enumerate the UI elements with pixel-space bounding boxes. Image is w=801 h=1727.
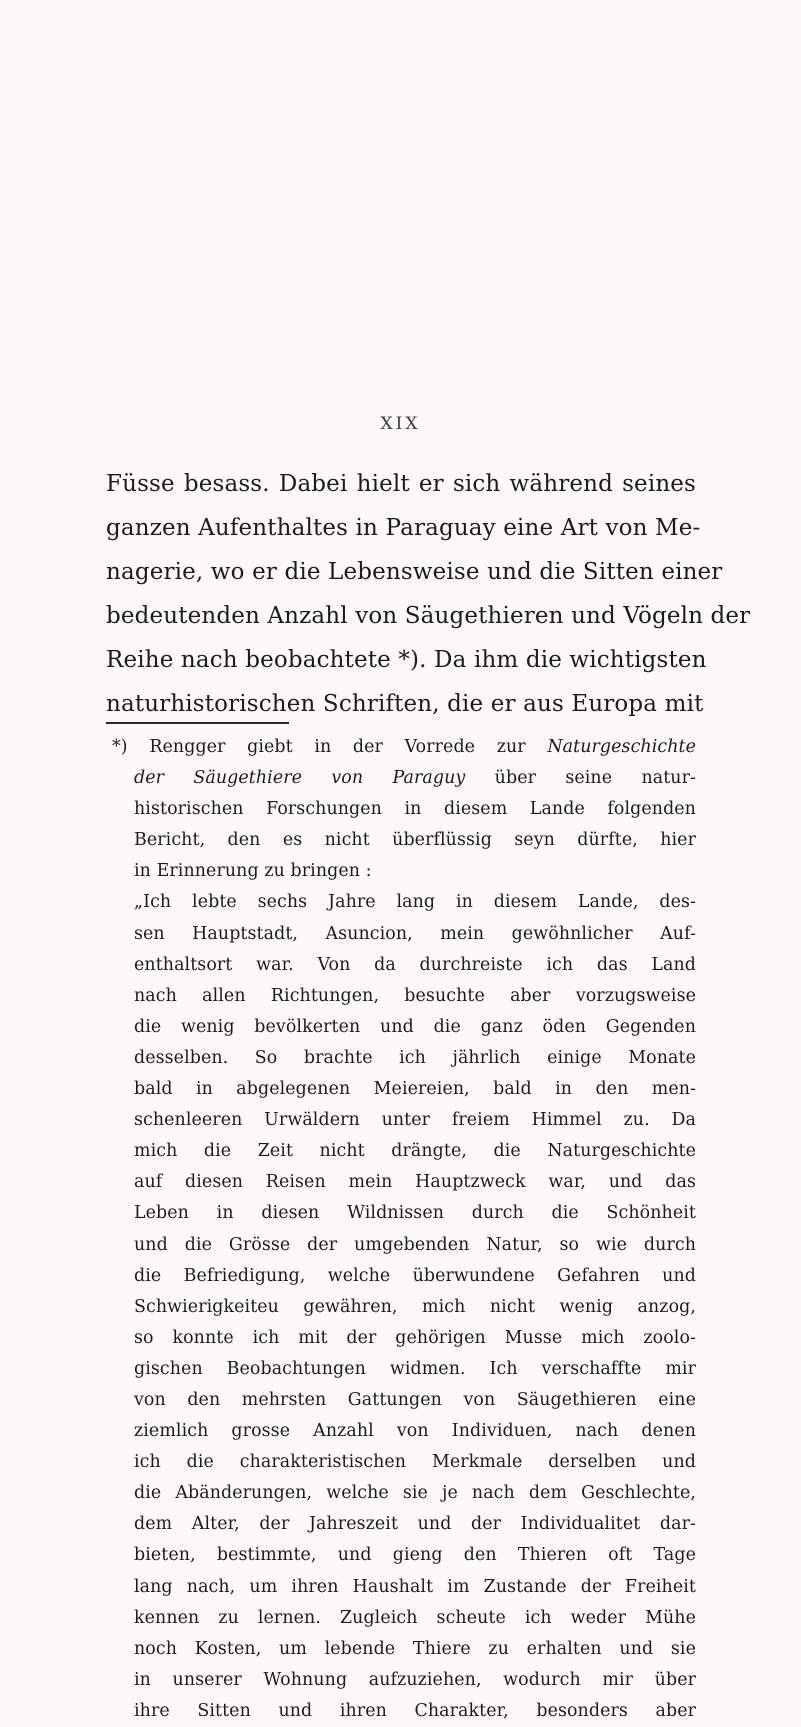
footnote-line: mich die Zeit nicht drängte, die Naturgeschichte (134, 1141, 696, 1162)
text-line: naturhistorischen Schriften, die er aus Europa mit (106, 691, 704, 717)
book-title: Naturgeschichte (547, 737, 696, 757)
footnote-line: sen Hauptstadt, Asuncion, mein gewöhnlicher Auf- (134, 923, 696, 944)
footnote-line: schenleeren Urwäldern unter freiem Himmel zu. Da (134, 1110, 696, 1131)
footnote-line: historischen Forschungen in diesem Lande folgenden (134, 799, 696, 820)
footnote-line: in Erinnerung zu bringen : (134, 861, 372, 882)
footnote-marker: *) (112, 737, 128, 757)
footnote-line: dem Alter, der Jahreszeit und der Individualitet dar- (134, 1514, 696, 1535)
footnote-line (106, 732, 696, 763)
footnote-line: ich die charakteristischen Merkmale derselben und (134, 1452, 696, 1473)
footnote-line: in unserer Wohnung aufzuziehen, wodurch mir über (134, 1669, 696, 1690)
footnote-line: die Befriedigung, welche überwundene Gefahren und (134, 1265, 696, 1286)
footnote-line: bald in abgelegenen Meiereien, bald in den men- (134, 1079, 696, 1100)
footnote-line: die wenig bevölkerten und die ganz öden Gegenden (134, 1016, 696, 1037)
text-line: Reihe nach beobachtete *). Da ihm die wichtigsten (106, 647, 707, 673)
text-line: ganzen Aufenthaltes in Paraguay eine Art von Me- (106, 515, 701, 541)
footnote (106, 732, 696, 1727)
footnote-line: kennen zu lernen. Zugleich scheute ich weder Mühe (134, 1607, 696, 1628)
footnote-line: nach allen Richtungen, besuchte aber vorzugsweise (134, 985, 696, 1006)
book-title: der Säugethiere von Paraguy (134, 768, 466, 789)
footnote-line: von den mehrsten Gattungen von Säugethieren eine (134, 1389, 696, 1410)
footnote-line: ihre Sitten und ihren Charakter, besonders aber (134, 1700, 696, 1721)
footnote-line: desselben. So brachte ich jährlich einige Monate (134, 1047, 696, 1068)
footnote-line: auf diesen Reisen mein Hauptzweck war, und das (134, 1172, 696, 1193)
footnote-line: so konnte ich mit der gehörigen Musse mich zoolo- (134, 1327, 696, 1348)
footnote-line: ziemlich grosse Anzahl von Individuen, nach denen (134, 1421, 696, 1442)
text-line: nagerie, wo er die Lebensweise und die Sitten einer (106, 559, 723, 585)
footnote-line: bieten, bestimmte, und gieng den Thieren oft Tage (134, 1545, 696, 1566)
footnote-line: lang nach, um ihren Haushalt im Zustande der Freiheit (134, 1576, 696, 1597)
footnote-line: noch Kosten, um lebende Thiere zu erhalten und sie (134, 1638, 696, 1659)
footnote-text: Rengger giebt in der Vorrede zur (149, 737, 526, 757)
footnote-line: und die Grösse der umgebenden Natur, so wie durch (134, 1234, 696, 1255)
footnote-line (106, 763, 696, 794)
text-line: Füsse besass. Dabei hielt er sich während seines (106, 471, 696, 497)
footnote-line: „Ich lebte sechs Jahre lang in diesem Lande, des- (134, 892, 696, 913)
footnote-line: die Abänderungen, welche sie je nach dem Geschlechte, (134, 1483, 696, 1504)
footnote-line: gischen Beobachtungen widmen. Ich verschaffte mir (134, 1358, 696, 1379)
footnote-line: enthaltsort war. Von da durchreiste ich das Land (134, 954, 696, 975)
main-text (106, 462, 751, 726)
footnote-divider (106, 722, 289, 724)
text-line: bedeutenden Anzahl von Säugethieren und Vögeln der (106, 603, 751, 629)
footnote-text: über seine natur- (494, 768, 696, 789)
footnote-line: Schwierigkeiteu gewähren, mich nicht wenig anzog, (134, 1296, 696, 1317)
footnote-line: Bericht, den es nicht überflüssig seyn dürfte, hier (134, 830, 696, 851)
footnote-line: Leben in diesen Wildnissen durch die Schönheit (134, 1203, 696, 1224)
page-number: XIX (380, 414, 421, 434)
